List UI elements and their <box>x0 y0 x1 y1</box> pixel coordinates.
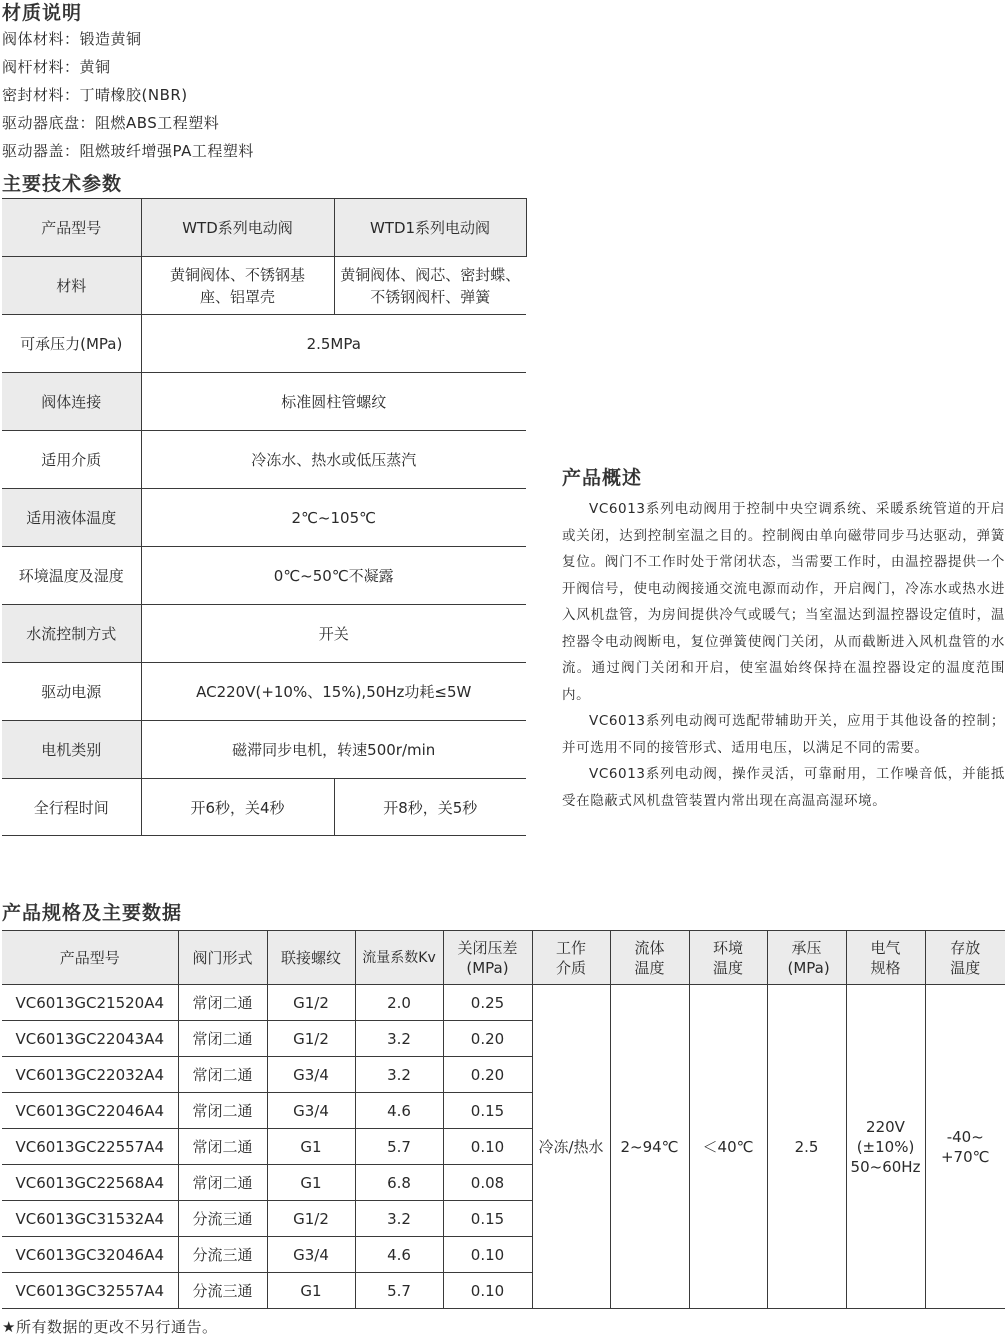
ambient-temp-cell: ＜40℃ <box>689 985 767 1309</box>
table-row <box>2 663 526 721</box>
cell: 0.25 <box>443 985 532 1021</box>
cell: 4.6 <box>355 1237 443 1273</box>
medium-cell: 冷冻/热水 <box>532 985 610 1309</box>
header-cell: 流量系数Kv <box>355 931 443 985</box>
param-label: 适用介质 <box>2 431 141 489</box>
cell: 分流三通 <box>178 1201 267 1237</box>
header-cell: 联接螺纹 <box>267 931 355 985</box>
pressure-cell: 2.5 <box>767 985 846 1309</box>
model-cell: VC6013GC22032A4 <box>2 1057 178 1093</box>
cell: G1 <box>267 1129 355 1165</box>
header-cell: 阀门形式 <box>178 931 267 985</box>
cell: 常闭二通 <box>178 1057 267 1093</box>
param-value: 黄铜阀体、不锈钢基座、铝罩壳 <box>141 257 334 315</box>
param-value: 2.5MPa <box>141 315 526 373</box>
cell: 3.2 <box>355 1057 443 1093</box>
cell: G3/4 <box>267 1057 355 1093</box>
spec-table <box>2 930 1005 1309</box>
header-cell: WTD系列电动阀 <box>141 199 334 257</box>
cell: 6.8 <box>355 1165 443 1201</box>
model-cell: VC6013GC32557A4 <box>2 1273 178 1309</box>
table-row <box>2 547 526 605</box>
param-label: 全行程时间 <box>2 779 141 836</box>
overview-paragraph: VC6013系列电动阀，操作灵活，可靠耐用，工作噪音低，并能抵受在隐蔽式风机盘管装置内常出现在高温高湿环境。 <box>562 766 1005 809</box>
param-label: 驱动电源 <box>2 663 141 721</box>
param-label: 可承压力(MPa) <box>2 315 141 373</box>
cell: 0.10 <box>443 1237 532 1273</box>
header-cell: 电气规格 <box>846 931 925 985</box>
model-cell: VC6013GC21520A4 <box>2 985 178 1021</box>
material-title: 材质说明 <box>2 2 83 24</box>
header-cell: 产品型号 <box>2 931 178 985</box>
cell: 0.20 <box>443 1021 532 1057</box>
cell: G1/2 <box>267 985 355 1021</box>
cell: G1 <box>267 1273 355 1309</box>
cell: 常闭二通 <box>178 1165 267 1201</box>
cell: 0.15 <box>443 1093 532 1129</box>
material-line: 驱动器底盘：阻燃ABS工程塑料 <box>2 114 220 132</box>
model-cell: VC6013GC31532A4 <box>2 1201 178 1237</box>
cell: G1/2 <box>267 1021 355 1057</box>
cell: 0.10 <box>443 1129 532 1165</box>
table-row <box>2 315 526 373</box>
model-cell: VC6013GC22046A4 <box>2 1093 178 1129</box>
param-value: 磁滞同步电机，转速500r/min <box>141 721 526 779</box>
param-value: 标准圆柱管螺纹 <box>141 373 526 431</box>
param-label: 环境温度及湿度 <box>2 547 141 605</box>
header-cell: 关闭压差(MPa) <box>443 931 532 985</box>
material-line: 阀体材料：锻造黄铜 <box>2 30 142 48</box>
header-cell: 承压(MPa) <box>767 931 846 985</box>
header-cell: 存放温度 <box>925 931 1005 985</box>
table-row <box>2 721 526 779</box>
table-row <box>2 931 1005 985</box>
model-cell: VC6013GC22557A4 <box>2 1129 178 1165</box>
cell: 常闭二通 <box>178 1021 267 1057</box>
model-cell: VC6013GC22043A4 <box>2 1021 178 1057</box>
tech-params-table <box>2 198 527 836</box>
spec-title: 产品规格及主要数据 <box>2 902 183 924</box>
cell: 2.0 <box>355 985 443 1021</box>
header-cell: 产品型号 <box>2 199 141 257</box>
cell: 分流三通 <box>178 1237 267 1273</box>
cell: 0.10 <box>443 1273 532 1309</box>
cell: 0.20 <box>443 1057 532 1093</box>
table-row <box>2 605 526 663</box>
fluid-temp-cell: 2~94℃ <box>610 985 689 1309</box>
header-cell: 环境温度 <box>689 931 767 985</box>
param-label: 水流控制方式 <box>2 605 141 663</box>
param-value: 开6秒，关4秒 <box>141 779 334 836</box>
material-line: 驱动器盖：阻燃玻纤增强PA工程塑料 <box>2 142 254 160</box>
cell: 常闭二通 <box>178 1093 267 1129</box>
model-cell: VC6013GC22568A4 <box>2 1165 178 1201</box>
table-row <box>2 199 526 257</box>
param-value: 开关 <box>141 605 526 663</box>
cell: G3/4 <box>267 1237 355 1273</box>
model-cell: VC6013GC32046A4 <box>2 1237 178 1273</box>
cell: 4.6 <box>355 1093 443 1129</box>
table-row <box>2 779 526 836</box>
overview-paragraph: VC6013系列电动阀可选配带辅助开关，应用于其他设备的控制；并可选用不同的接管形式、适用电压，以满足不同的需要。 <box>562 713 1005 756</box>
cell: 3.2 <box>355 1201 443 1237</box>
param-value: 黄铜阀体、阀芯、密封蝶、不锈钢阀杆、弹簧 <box>334 257 526 315</box>
param-value: 开8秒，关5秒 <box>334 779 526 836</box>
cell: G1/2 <box>267 1201 355 1237</box>
table-row <box>2 985 1005 1021</box>
table-row <box>2 257 526 315</box>
param-label: 材料 <box>2 257 141 315</box>
param-value: AC220V(+10%、15%),50Hz功耗≤5W <box>141 663 526 721</box>
table-row <box>2 373 526 431</box>
header-cell: WTD1系列电动阀 <box>334 199 526 257</box>
table-row <box>2 489 526 547</box>
param-value: 冷冻水、热水或低压蒸汽 <box>141 431 526 489</box>
overview-text <box>562 496 1005 814</box>
header-cell: 流体温度 <box>610 931 689 985</box>
cell: 5.7 <box>355 1273 443 1309</box>
overview-paragraph: VC6013系列电动阀用于控制中央空调系统、采暖系统管道的开启或关闭，达到控制室温之目的。控制阀由单向磁带同步马达驱动，弹簧复位。阀门不工作时处于常闭状态，当需要工作时，由温控器提供一个开阀信号，使电动阀接通交流电源而动作，开启阀门，冷冻水或热水进入风机盘管，为房间提供冷气或暖气；当室温达到温控器设定值时，温控器令电动阀断电，复位弹簧使阀门关闭，从而截断进入风机盘管的水流。通过阀门关闭和开启，使室温始终保持在温控器设定的温度范围内。 <box>562 501 1005 703</box>
param-label: 阀体连接 <box>2 373 141 431</box>
material-line: 阀杆材料：黄铜 <box>2 58 111 76</box>
cell: G1 <box>267 1165 355 1201</box>
footnote: ★所有数据的更改不另行通告。 <box>2 1318 218 1336</box>
cell: 0.15 <box>443 1201 532 1237</box>
cell: 3.2 <box>355 1021 443 1057</box>
cell: 常闭二通 <box>178 1129 267 1165</box>
cell: 常闭二通 <box>178 985 267 1021</box>
param-label: 电机类别 <box>2 721 141 779</box>
cell: 5.7 <box>355 1129 443 1165</box>
param-label: 适用液体温度 <box>2 489 141 547</box>
table-row <box>2 431 526 489</box>
overview-title: 产品概述 <box>562 467 643 489</box>
cell: 0.08 <box>443 1165 532 1201</box>
param-value: 0℃~50℃不凝露 <box>141 547 526 605</box>
storage-temp-cell: -40~ +70℃ <box>925 985 1005 1309</box>
electric-cell: 220V (±10%) 50~60Hz <box>846 985 925 1309</box>
material-line: 密封材料：丁晴橡胶(NBR) <box>2 86 188 104</box>
param-value: 2℃~105℃ <box>141 489 526 547</box>
header-cell: 工作介质 <box>532 931 610 985</box>
cell: G3/4 <box>267 1093 355 1129</box>
cell: 分流三通 <box>178 1273 267 1309</box>
tech-title: 主要技术参数 <box>2 173 123 195</box>
